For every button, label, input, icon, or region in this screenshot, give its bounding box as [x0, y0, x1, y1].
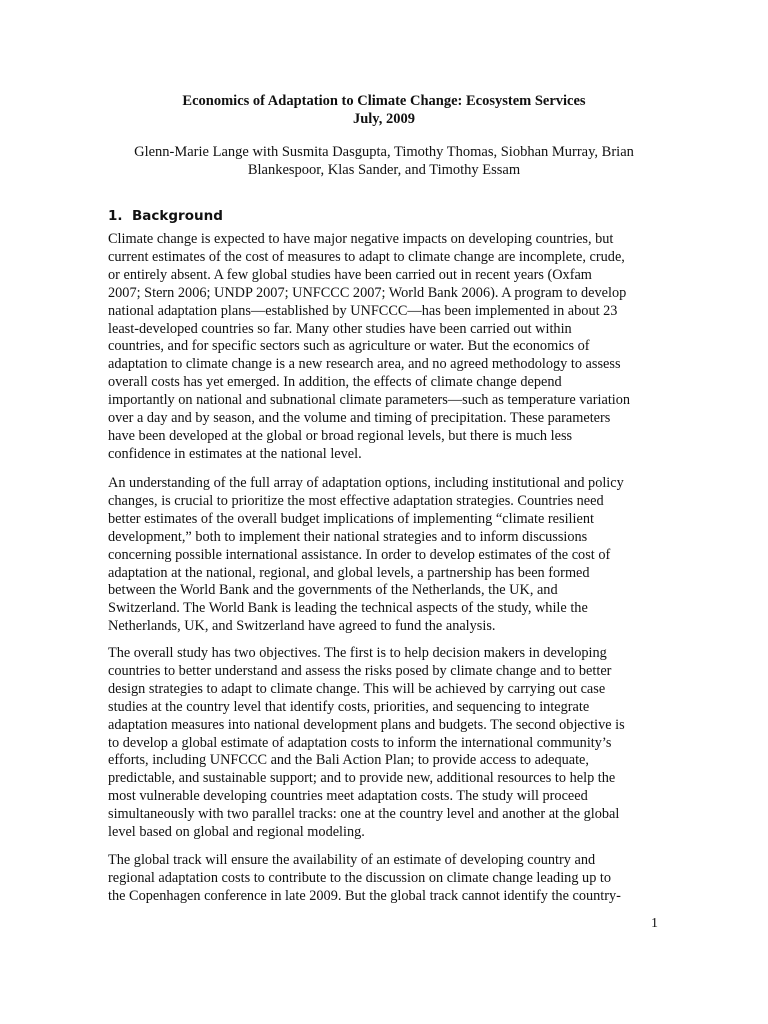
- paragraph-line: least-developed countries so far. Many other studies have been carried out within: [108, 320, 572, 337]
- paragraph-line: adaptation measures into national development plans and budgets. The second objective is: [108, 716, 625, 733]
- paragraph-line: design strategies to adapt to climate change. This will be achieved by carrying out case: [108, 680, 606, 697]
- paragraph-line: Switzerland. The World Bank is leading the technical aspects of the study, while the: [108, 600, 588, 617]
- paragraph-line: efforts, including UNFCCC and the Bali Action Plan; to provide access to adequate,: [108, 752, 589, 769]
- section-title: Background: [132, 208, 223, 224]
- paragraph-line: over a day and by season, and the volume and timing of precipitation. These parameters: [108, 410, 611, 427]
- paragraph-line: changes, is crucial to prioritize the most effective adaptation strategies. Countries need: [108, 492, 604, 509]
- paragraph-line: studies at the country level that identify costs, priorities, and sequencing to integrate: [108, 698, 590, 715]
- paragraph-line: or entirely absent. A few global studies have been carried out in recent years (Oxfam: [108, 266, 592, 283]
- page-number: 1: [651, 916, 658, 931]
- paragraph-line: level based on global and regional modeling.: [108, 824, 365, 841]
- paragraph-line: have been developed at the global or broad regional levels, but there is much less: [108, 427, 573, 444]
- title-block: [108, 92, 660, 128]
- paragraph-line: adaptation at the national, regional, and global levels, a partnership has been formed: [108, 564, 590, 581]
- paragraph-line: most vulnerable developing countries meet adaptation costs. The study will proceed: [108, 788, 588, 805]
- paragraph-line: development,” both to implement their national strategies and to inform discussions: [108, 528, 588, 545]
- paragraph-2: [108, 475, 664, 636]
- paragraph-3: [108, 645, 664, 842]
- document-date: July, 2009: [352, 111, 416, 127]
- paragraph-line: The overall study has two objectives. The first is to help decision makers in developing: [108, 645, 607, 661]
- paragraph-line: overall costs has yet emerged. In addition, the effects of climate change depend: [108, 374, 562, 391]
- authors-line-2: Blankespoor, Klas Sander, and Timothy Essam: [247, 162, 521, 178]
- paragraph-line: current estimates of the cost of measures to adapt to climate change are incomplete, crude,: [108, 248, 625, 265]
- paragraph-line: The global track will ensure the availability of an estimate of developing country and: [108, 852, 596, 868]
- paragraph-line: regional adaptation costs to contribute to the discussion on climate change leading up to: [108, 869, 612, 886]
- paragraph-1: [108, 231, 664, 464]
- paragraph-line: adaptation to climate change is a new research area, and no agreed methodology to assess: [108, 356, 621, 373]
- paragraph-4: [108, 852, 664, 906]
- paragraph-line: countries to better understand and assess the risks posed by climate change and to better: [108, 662, 612, 679]
- paragraph-line: the Copenhagen conference in late 2009. But the global track cannot identify the country-: [108, 887, 621, 904]
- paragraph-line: Netherlands, UK, and Switzerland have agreed to fund the analysis.: [108, 618, 496, 635]
- section-number: 1.: [108, 208, 123, 224]
- document-title: Economics of Adaptation to Climate Change: Ecosystem Services: [182, 93, 586, 109]
- paragraph-line: to develop a global estimate of adaptation costs to inform the international community’s: [108, 734, 612, 751]
- author-list: [108, 143, 660, 179]
- paragraph-line: 2007; Stern 2006; UNDP 2007; UNFCCC 2007; World Bank 2006). A program to develop: [108, 284, 627, 301]
- paragraph-line: better estimates of the overall budget implications of implementing “climate resilient: [108, 510, 594, 527]
- paragraph-line: between the World Bank and the governments of the Netherlands, the UK, and: [108, 582, 558, 599]
- paragraph-line: Climate change is expected to have major negative impacts on developing countries, but: [108, 231, 614, 247]
- paragraph-line: concerning possible international assistance. In order to develop estimates of the cost of: [108, 546, 611, 563]
- paragraph-line: confidence in estimates at the national level.: [108, 445, 362, 462]
- paragraph-line: national adaptation plans—established by UNFCCC—has been implemented in about 23: [108, 302, 618, 319]
- authors-line-1: Glenn-Marie Lange with Susmita Dasgupta, Timothy Thomas, Siobhan Murray, Brian: [134, 144, 634, 160]
- paragraph-line: predictable, and sustainable support; and to provide new, additional resources to help the: [108, 770, 616, 787]
- paragraph-line: simultaneously with two parallel tracks: one at the country level and another at the global: [108, 806, 620, 823]
- paragraph-line: countries, and for specific sectors such as agriculture or water. But the economics of: [108, 338, 590, 355]
- section-heading: [108, 207, 223, 225]
- paragraph-line: importantly on national and subnational climate parameters—such as temperature variation: [108, 392, 631, 409]
- paragraph-line: An understanding of the full array of adaptation options, including institutional and policy: [108, 475, 624, 491]
